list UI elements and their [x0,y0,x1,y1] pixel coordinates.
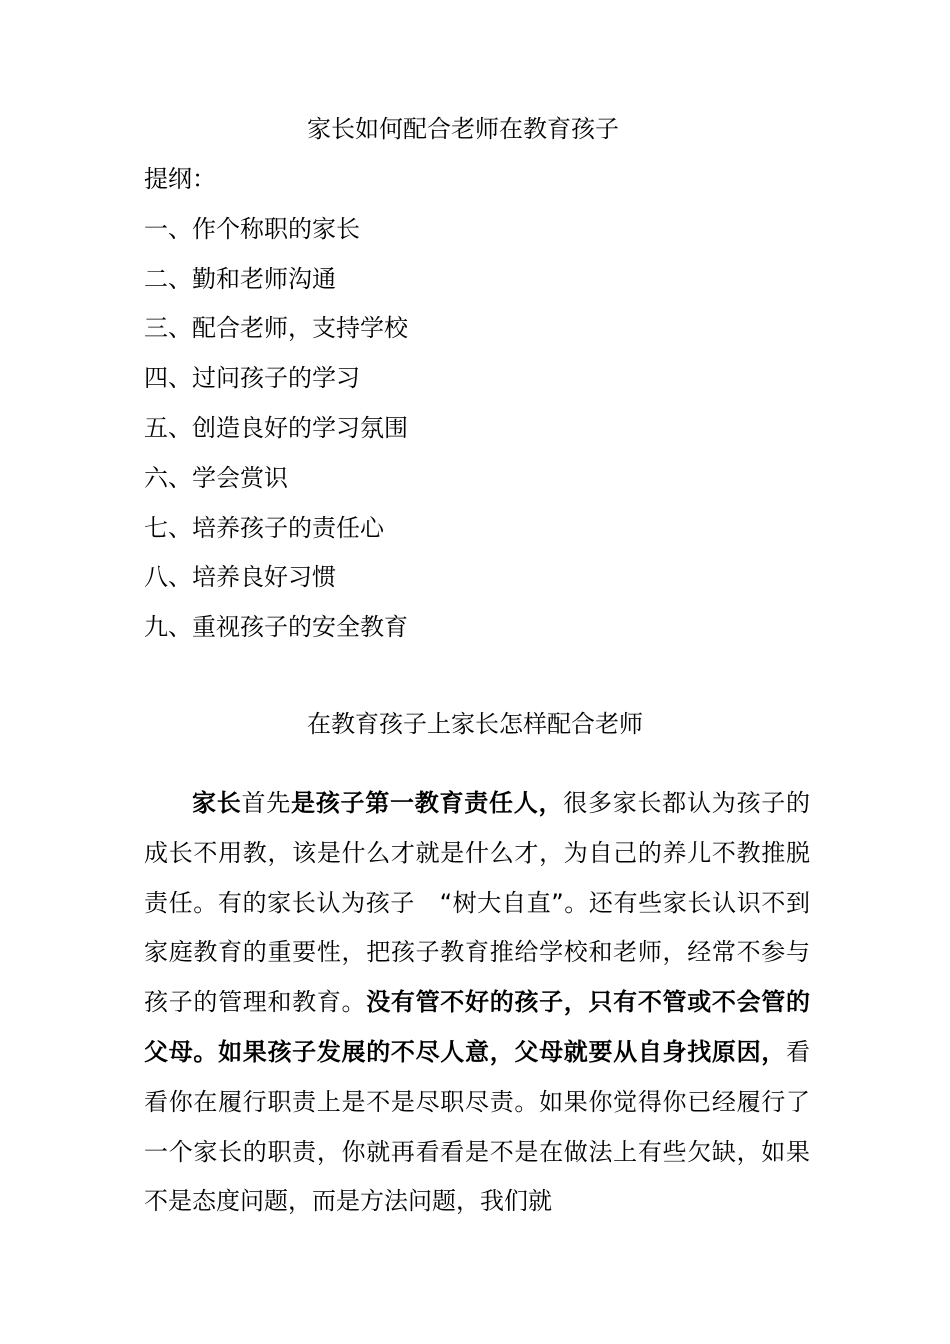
outline-item: 四、过问孩子的学习 [144,364,360,393]
outline-item: 七、培养孩子的责任心 [144,513,384,542]
outline-label: 提纲： [144,165,216,193]
outline-item: 二、勤和老师沟通 [144,264,336,293]
body-text: 很多家长都认为孩子的成长不用教，该是什么才就是什么才，为自己的养儿不教推脱责任。有的家长认为孩子 “树大自直”。还有些家长认识不到家庭教育的重要性，把孩子教育推给学校和老师，经常不参与孩子的管理和教育。 [144,789,810,1017]
outline-item: 三、配合老师，支持学校 [144,314,408,343]
body-bold-text: 是孩子第一教育责任人， [291,789,564,817]
outline [144,161,844,659]
section-title: 在教育孩子上家长怎样配合老师 [307,710,643,738]
outline-item: 九、重视孩子的安全教育 [144,613,408,642]
body-text: 首先 [241,789,291,817]
body-bold-text: 家长 [192,789,242,817]
body-bold-text: 没有管不好的孩子，只有不管或不会管的父母。如果孩子发展的不尽人意，父母就要从自身找原因， [144,988,811,1066]
outline-item: 六、学会赏识 [144,463,288,492]
outline-item: 五、创造良好的学习氛围 [144,413,408,442]
outline-item: 一、作个称职的家长 [144,214,360,243]
outline-item: 八、培养良好习惯 [144,563,336,592]
document-title: 家长如何配合老师在教育孩子 [307,115,619,143]
body-text: 看看你在履行职责上是不是尽职尽责。如果你觉得你已经履行了一个家长的职责，你就再看看是不是在做法上有些欠缺，如果不是态度问题，而是方法问题，我们就 [144,1037,810,1216]
body-paragraph [144,779,810,1227]
